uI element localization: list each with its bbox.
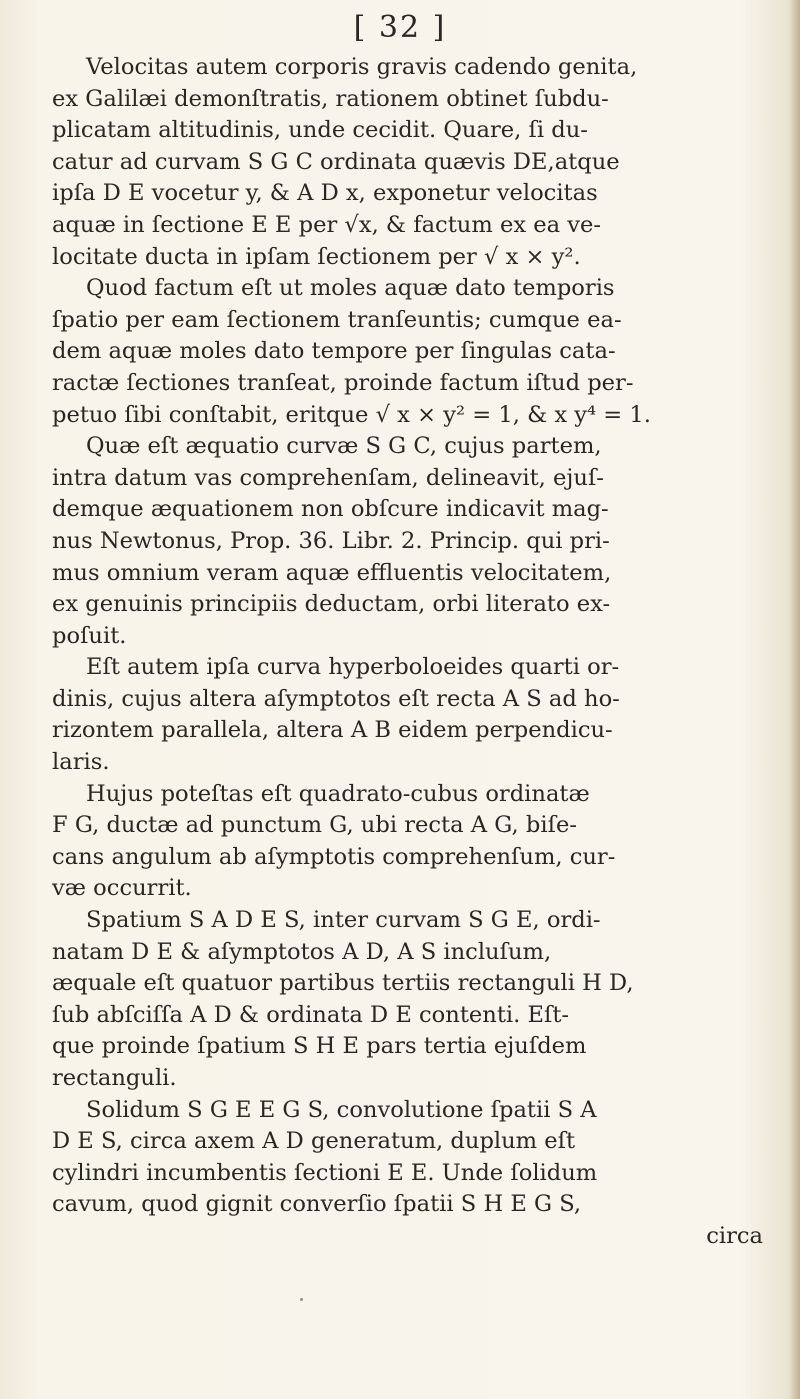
text-line: cylindri incumbentis ſectioni E E. Unde ſolidum — [52, 1159, 598, 1186]
text-line: poſuit. — [52, 622, 127, 649]
text-line: ex genuinis principiis deductam, orbi literato ex- — [52, 591, 611, 618]
ink-speck — [300, 1298, 303, 1301]
text-line: Quod factum eſt ut moles aquæ dato temporis — [86, 275, 615, 302]
text-line: Spatium S A D E S, inter curvam S G E, ordi- — [86, 907, 601, 934]
text-line: væ occurrit. — [52, 875, 192, 902]
text-line: que proinde ſpatium S H E pars tertia ejuſdem — [52, 1033, 587, 1060]
text-line: æquale eſt quatuor partibus tertiis rectanguli H D, — [52, 970, 634, 997]
text-line: dem aquæ moles dato tempore per ſingulas cata- — [52, 338, 616, 365]
body-text — [52, 52, 767, 1253]
catchword: circa — [706, 1222, 763, 1249]
text-line: Hujus poteſtas eſt quadrato-cubus ordinatæ — [86, 780, 590, 807]
text-line: natam D E & aſymptotos A D, A S incluſum, — [52, 938, 552, 965]
text-line: Eſt autem ipſa curva hyperboloeides quarti or- — [86, 654, 620, 681]
text-line: nus Newtonus, Prop. 36. Libr. 2. Princip. qui pri- — [52, 527, 610, 554]
text-line: rectanguli. — [52, 1065, 177, 1091]
text-line: ex Galilæi demonſtratis, rationem obtinet ſubdu- — [52, 85, 609, 112]
text-line: Solidum S G E E G S, convolutione ſpatii S A — [86, 1096, 597, 1123]
text-line: cavum, quod gignit converſio ſpatii S H E G S, — [52, 1191, 582, 1218]
text-line: locitate ducta in ipſam ſectionem per √ x × y². — [52, 243, 581, 270]
text-line: ractæ ſectiones tranſeat, proinde factum iſtud per- — [52, 369, 634, 396]
text-line: intra datum vas comprehenſam, delineavit, ejuſ- — [52, 464, 604, 491]
text-line: catur ad curvam S G C ordinata quævis DE,atque — [52, 148, 620, 175]
text-line: petuo ſibi conſtabit, eritque √ x × y² = 1, & x y⁴ = 1. — [52, 401, 651, 428]
text-line: ſpatio per eam ſectionem tranſeuntis; cumque ea- — [52, 306, 622, 333]
text-line: F G, ductæ ad punctum G, ubi recta A G, biſe- — [52, 812, 577, 839]
text-line: Velocitas autem corporis gravis cadendo genita, — [86, 54, 638, 80]
text-line: dinis, cujus altera aſymptotos eſt recta A S ad ho- — [52, 685, 620, 712]
text-line: mus omnium veram aquæ effluentis velocitatem, — [52, 559, 612, 586]
text-line: Quæ eſt æquatio curvæ S G C, cujus partem, — [86, 433, 602, 460]
text-line: ſub abſciſſa A D & ordinata D E contenti. Eſt- — [52, 1001, 570, 1028]
text-line: rizontem parallela, altera A B eidem perpendicu- — [52, 717, 613, 744]
text-line: aquæ in ſectione E E per √x, & factum ex ea ve- — [52, 211, 602, 238]
text-line: D E S, circa axem A D generatum, duplum eſt — [52, 1128, 576, 1155]
page-edge-shadow — [788, 0, 800, 1399]
text-line: laris. — [52, 749, 110, 776]
text-line: cans angulum ab aſymptotis comprehenſum, cur- — [52, 843, 616, 870]
text-line: ipſa D E vocetur y, & A D x, exponetur velocitas — [52, 180, 598, 207]
text-line: plicatam altitudinis, unde cecidit. Quare, ſi du- — [52, 117, 588, 144]
page-number: [ 32 ] — [353, 10, 447, 45]
text-line: demque æquationem non obſcure indicavit mag- — [52, 496, 609, 523]
